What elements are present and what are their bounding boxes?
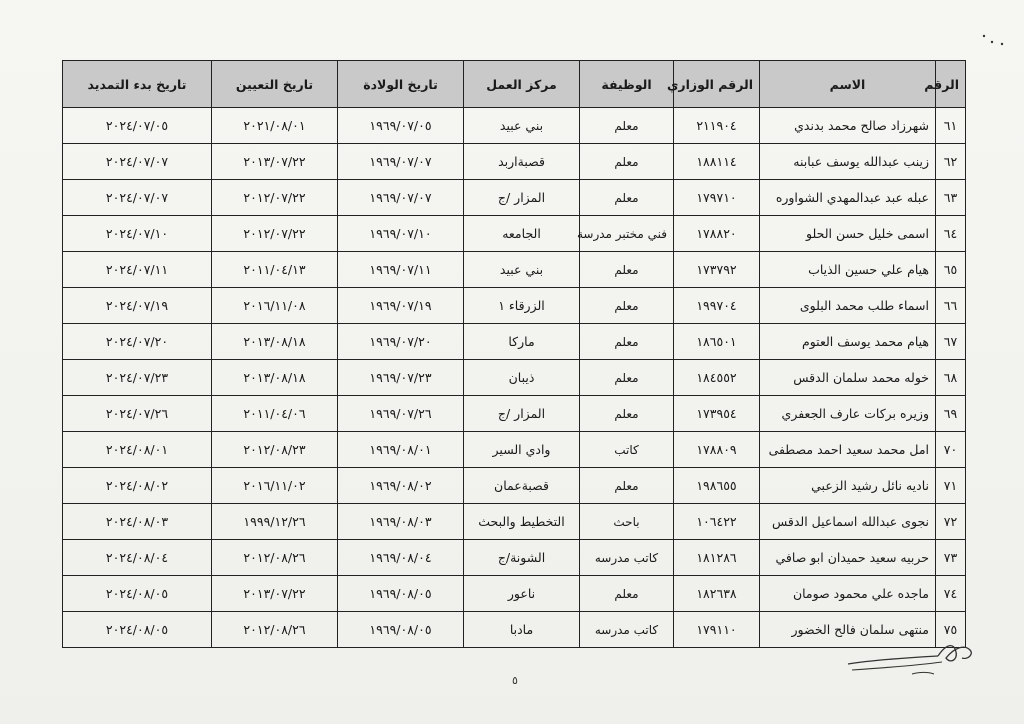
cell-birth-date: ١٩٦٩/٠٨/٠٥ (338, 612, 464, 648)
table-row (63, 108, 966, 144)
cell-ministry-no: ١٨٢٦٣٨ (674, 576, 760, 612)
cell-name: حربيه سعيد حميدان ابو صافي (760, 540, 936, 576)
cell-workplace: مادبا (464, 612, 580, 648)
cell-hire-date: ٢٠١٢/٠٨/٢٦ (212, 612, 338, 648)
cell-hire-date: ٢٠١٣/٠٧/٢٢ (212, 144, 338, 180)
cell-index: ٦٨ (936, 360, 966, 396)
cell-hire-date: ٢٠١٢/٠٨/٢٣ (212, 432, 338, 468)
cell-index: ٦٦ (936, 288, 966, 324)
cell-birth-date: ١٩٦٩/٠٧/٠٥ (338, 108, 464, 144)
table-row (63, 432, 966, 468)
cell-ministry-no: ١٠٦٤٢٢ (674, 504, 760, 540)
cell-hire-date: ٢٠٢١/٠٨/٠١ (212, 108, 338, 144)
cell-job: معلم (580, 144, 674, 180)
cell-job: معلم (580, 360, 674, 396)
cell-workplace: التخطيط والبحث (464, 504, 580, 540)
cell-birth-date: ١٩٦٩/٠٧/٠٧ (338, 180, 464, 216)
cell-workplace: بني عبيد (464, 252, 580, 288)
cell-name: شهرزاد صالح محمد بدندي (760, 108, 936, 144)
table-row (63, 144, 966, 180)
cell-ministry-no: ١٧٨٨٠٩ (674, 432, 760, 468)
table-row (63, 504, 966, 540)
cell-index: ٧٤ (936, 576, 966, 612)
table-body (63, 108, 966, 648)
scan-mark-icon (980, 30, 1010, 50)
cell-ministry-no: ٢١١٩٠٤ (674, 108, 760, 144)
header-birth-date: تاريخ الولادة (338, 61, 464, 108)
cell-job: معلم (580, 252, 674, 288)
table-row (63, 396, 966, 432)
cell-index: ٧١ (936, 468, 966, 504)
cell-workplace: بني عبيد (464, 108, 580, 144)
staff-extension-table (62, 60, 966, 648)
cell-name: ناديه نائل رشيد الزعبي (760, 468, 936, 504)
cell-hire-date: ٢٠١٣/٠٧/٢٢ (212, 576, 338, 612)
cell-hire-date: ٢٠١٢/٠٧/٢٢ (212, 180, 338, 216)
cell-birth-date: ١٩٦٩/٠٨/٠٢ (338, 468, 464, 504)
cell-job: فني مختبر مدرسة (580, 216, 674, 252)
cell-job: معلم (580, 180, 674, 216)
cell-extension-date: ٢٠٢٤/٠٨/٠٥ (63, 576, 212, 612)
staff-extension-table-container (62, 60, 965, 648)
cell-birth-date: ١٩٦٩/٠٧/٠٧ (338, 144, 464, 180)
cell-index: ٦٣ (936, 180, 966, 216)
cell-extension-date: ٢٠٢٤/٠٧/٢٣ (63, 360, 212, 396)
cell-job: معلم (580, 396, 674, 432)
cell-extension-date: ٢٠٢٤/٠٧/٢٦ (63, 396, 212, 432)
cell-extension-date: ٢٠٢٤/٠٨/٠١ (63, 432, 212, 468)
cell-birth-date: ١٩٦٩/٠٨/٠١ (338, 432, 464, 468)
cell-workplace: ناعور (464, 576, 580, 612)
cell-job: معلم (580, 468, 674, 504)
table-row (63, 288, 966, 324)
cell-name: ماجده علي محمود صومان (760, 576, 936, 612)
cell-birth-date: ١٩٦٩/٠٧/١٩ (338, 288, 464, 324)
table-row (63, 468, 966, 504)
cell-workplace: الزرقاء ١ (464, 288, 580, 324)
cell-index: ٧٠ (936, 432, 966, 468)
cell-name: عبله عبد عبدالمهدي الشواوره (760, 180, 936, 216)
cell-workplace: الجامعه (464, 216, 580, 252)
cell-job: كاتب (580, 432, 674, 468)
cell-index: ٦٧ (936, 324, 966, 360)
header-ministry-no: الرقم الوزاري (674, 61, 760, 108)
cell-index: ٦٤ (936, 216, 966, 252)
cell-extension-date: ٢٠٢٤/٠٧/١٩ (63, 288, 212, 324)
cell-hire-date: ١٩٩٩/١٢/٢٦ (212, 504, 338, 540)
cell-workplace: وادي السير (464, 432, 580, 468)
table-row (63, 216, 966, 252)
cell-extension-date: ٢٠٢٤/٠٧/١١ (63, 252, 212, 288)
cell-name: وزيره بركات عارف الجعفري (760, 396, 936, 432)
cell-job: باحث (580, 504, 674, 540)
cell-workplace: الشونة/ج (464, 540, 580, 576)
cell-hire-date: ٢٠١٦/١١/٠٨ (212, 288, 338, 324)
cell-extension-date: ٢٠٢٤/٠٨/٠٤ (63, 540, 212, 576)
header-job: الوظيفة (580, 61, 674, 108)
cell-ministry-no: ١٨٦٥٠١ (674, 324, 760, 360)
table-row (63, 540, 966, 576)
cell-index: ٦٩ (936, 396, 966, 432)
cell-extension-date: ٢٠٢٤/٠٧/٠٥ (63, 108, 212, 144)
cell-extension-date: ٢٠٢٤/٠٧/٢٠ (63, 324, 212, 360)
cell-job: معلم (580, 324, 674, 360)
cell-hire-date: ٢٠١٦/١١/٠٢ (212, 468, 338, 504)
cell-index: ٧٢ (936, 504, 966, 540)
cell-name: امل محمد سعيد احمد مصطفى (760, 432, 936, 468)
page-number: ٥ (512, 674, 518, 687)
cell-birth-date: ١٩٦٩/٠٧/٢٣ (338, 360, 464, 396)
header-name: الاسم (760, 61, 936, 108)
cell-extension-date: ٢٠٢٤/٠٨/٠٢ (63, 468, 212, 504)
cell-workplace: قصبةعمان (464, 468, 580, 504)
cell-job: معلم (580, 576, 674, 612)
cell-job: كاتب مدرسه (580, 540, 674, 576)
header-index: الرقم (936, 61, 966, 108)
cell-workplace: قصبةاربد (464, 144, 580, 180)
table-row (63, 252, 966, 288)
cell-index: ٦٥ (936, 252, 966, 288)
cell-name: منتهى سلمان فالح الخضور (760, 612, 936, 648)
cell-birth-date: ١٩٦٩/٠٨/٠٥ (338, 576, 464, 612)
cell-name: زينب عبدالله يوسف عبابنه (760, 144, 936, 180)
cell-birth-date: ١٩٦٩/٠٧/٢٦ (338, 396, 464, 432)
cell-ministry-no: ١٨٨١١٤ (674, 144, 760, 180)
header-hire-date: تاريخ التعيين (212, 61, 338, 108)
cell-ministry-no: ١٧٣٧٩٢ (674, 252, 760, 288)
cell-ministry-no: ١٩٨٦٥٥ (674, 468, 760, 504)
cell-job: معلم (580, 288, 674, 324)
cell-ministry-no: ١٧٣٩٥٤ (674, 396, 760, 432)
cell-job: كاتب مدرسه (580, 612, 674, 648)
cell-name: هيام محمد يوسف العتوم (760, 324, 936, 360)
cell-index: ٧٣ (936, 540, 966, 576)
table-row (63, 612, 966, 648)
cell-extension-date: ٢٠٢٤/٠٨/٠٣ (63, 504, 212, 540)
table-row (63, 576, 966, 612)
cell-extension-date: ٢٠٢٤/٠٧/٠٧ (63, 180, 212, 216)
cell-name: هيام علي حسين الذياب (760, 252, 936, 288)
cell-ministry-no: ١٧٨٨٢٠ (674, 216, 760, 252)
cell-ministry-no: ١٨١٢٨٦ (674, 540, 760, 576)
cell-name: اسماء طلب محمد البلوى (760, 288, 936, 324)
cell-ministry-no: ١٧٩٧١٠ (674, 180, 760, 216)
cell-birth-date: ١٩٦٩/٠٨/٠٤ (338, 540, 464, 576)
cell-name: نجوى عبدالله اسماعيل الدقس (760, 504, 936, 540)
cell-ministry-no: ١٧٩١١٠ (674, 612, 760, 648)
handwritten-signature (842, 634, 982, 684)
cell-name: اسمى خليل حسن الحلو (760, 216, 936, 252)
cell-hire-date: ٢٠١٢/٠٨/٢٦ (212, 540, 338, 576)
cell-index: ٦١ (936, 108, 966, 144)
table-row (63, 324, 966, 360)
cell-birth-date: ١٩٦٩/٠٨/٠٣ (338, 504, 464, 540)
cell-job: معلم (580, 108, 674, 144)
cell-extension-date: ٢٠٢٤/٠٨/٠٥ (63, 612, 212, 648)
cell-workplace: ماركا (464, 324, 580, 360)
cell-name: خوله محمد سلمان الدقس (760, 360, 936, 396)
cell-hire-date: ٢٠١١/٠٤/١٣ (212, 252, 338, 288)
cell-workplace: المزار /ج (464, 180, 580, 216)
cell-birth-date: ١٩٦٩/٠٧/١٠ (338, 216, 464, 252)
cell-birth-date: ١٩٦٩/٠٧/٢٠ (338, 324, 464, 360)
header-extension-date: تاريخ بدء التمديد (63, 61, 212, 108)
cell-ministry-no: ١٩٩٧٠٤ (674, 288, 760, 324)
cell-birth-date: ١٩٦٩/٠٧/١١ (338, 252, 464, 288)
cell-extension-date: ٢٠٢٤/٠٧/٠٧ (63, 144, 212, 180)
cell-ministry-no: ١٨٤٥٥٢ (674, 360, 760, 396)
cell-workplace: ذيبان (464, 360, 580, 396)
table-row (63, 360, 966, 396)
cell-index: ٦٢ (936, 144, 966, 180)
cell-hire-date: ٢٠١٢/٠٧/٢٢ (212, 216, 338, 252)
table-header-row (63, 61, 966, 108)
cell-index: ٧٥ (936, 612, 966, 648)
cell-hire-date: ٢٠١١/٠٤/٠٦ (212, 396, 338, 432)
cell-hire-date: ٢٠١٣/٠٨/١٨ (212, 360, 338, 396)
table-row (63, 180, 966, 216)
cell-hire-date: ٢٠١٣/٠٨/١٨ (212, 324, 338, 360)
header-workplace: مركز العمل (464, 61, 580, 108)
cell-workplace: المزار /ج (464, 396, 580, 432)
cell-extension-date: ٢٠٢٤/٠٧/١٠ (63, 216, 212, 252)
